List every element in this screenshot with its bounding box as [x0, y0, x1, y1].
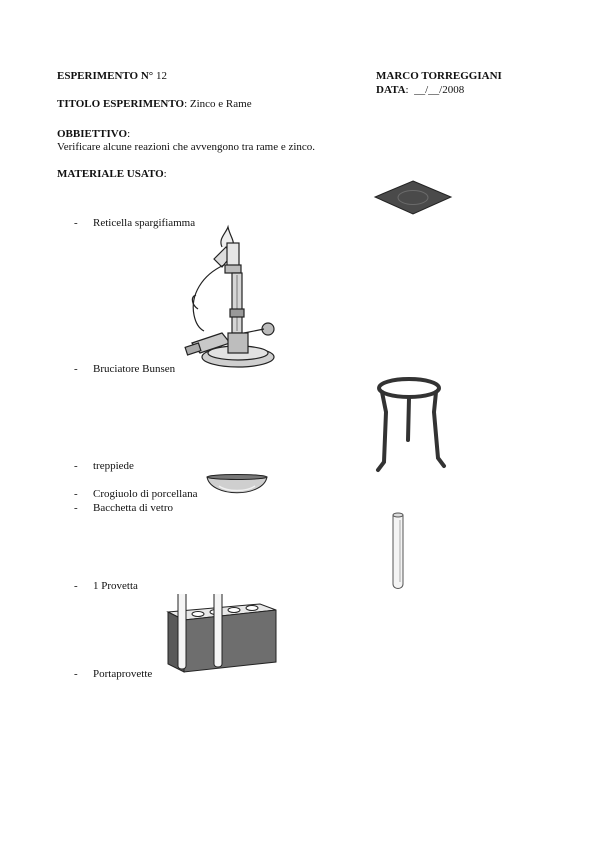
list-bullet: -	[74, 460, 78, 472]
material-item-provetta: 1 Provetta	[93, 580, 138, 592]
experiment-number: ESPERIMENTO N° 12	[57, 70, 167, 82]
test-tube-rack-icon	[160, 590, 280, 676]
material-item-bunsen: Bruciatore Bunsen	[93, 363, 176, 375]
list-bullet: -	[74, 580, 78, 592]
objective-text: Verificare alcune reazioni che avvengono tra rame e zinco.	[57, 141, 316, 153]
material-item-reticella: Reticella spargifiamma	[93, 217, 196, 229]
material-item-crogiuolo: Crogiuolo di porcellana	[93, 488, 198, 500]
material-item-bacchetta: Bacchetta di vetro	[93, 502, 174, 514]
wire-gauze-icon	[374, 180, 452, 216]
materials-heading: MATERIALE USATO:	[57, 168, 167, 180]
list-bullet: -	[74, 363, 78, 375]
list-bullet: -	[74, 488, 78, 500]
objective-heading: OBBIETTIVO:	[57, 128, 131, 140]
crucible-icon	[205, 474, 269, 502]
list-bullet: -	[74, 217, 78, 229]
list-bullet: -	[74, 502, 78, 514]
list-bullet: -	[74, 668, 78, 680]
material-item-treppiede: treppiede	[93, 460, 134, 472]
material-item-portaprovette: Portaprovette	[93, 668, 153, 680]
glass-rod-icon	[390, 512, 406, 592]
date-field: DATA: __/__/2008	[376, 84, 465, 96]
bunsen-burner-icon	[182, 225, 278, 373]
tripod-icon	[372, 372, 448, 474]
experiment-title: TITOLO ESPERIMENTO: Zinco e Rame	[57, 98, 252, 110]
author-name: MARCO TORREGGIANI	[376, 70, 502, 82]
